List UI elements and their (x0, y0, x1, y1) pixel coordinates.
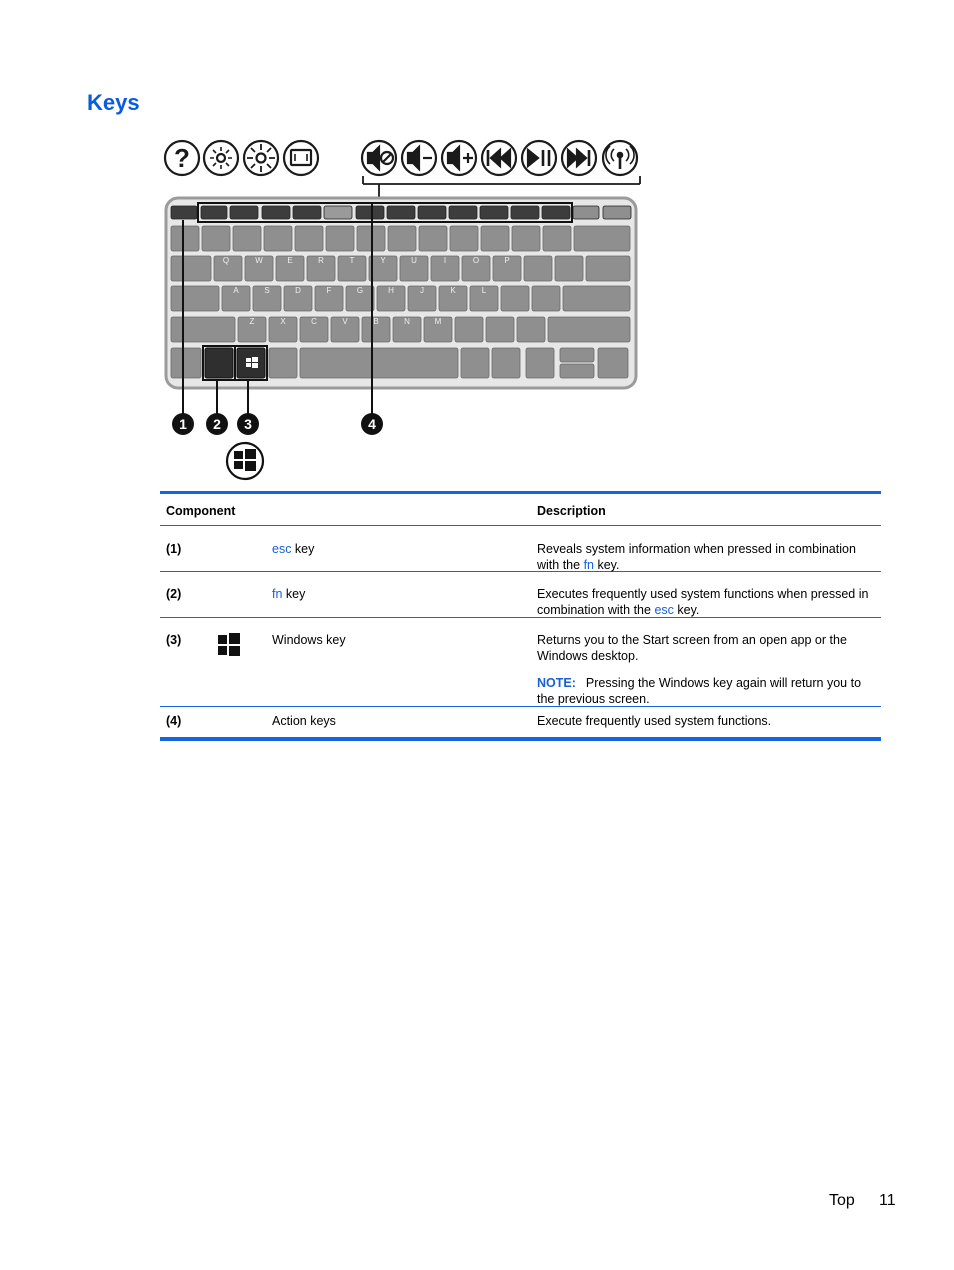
callout-1: 1 (179, 416, 187, 432)
svg-text:N: N (404, 317, 410, 326)
esc-key-name: esc (272, 542, 292, 556)
keyboard-body (166, 198, 636, 388)
svg-text:R: R (318, 256, 324, 265)
switch-display-icon (284, 141, 318, 175)
table-header (160, 494, 881, 526)
svg-text:A: A (233, 286, 239, 295)
mute-icon (362, 141, 396, 175)
components-table (160, 491, 881, 741)
footer-page-number: 11 (879, 1192, 896, 1209)
svg-text:Q: Q (222, 256, 230, 265)
windows-logo-icon (217, 632, 241, 656)
svg-text:E: E (287, 256, 293, 265)
note: NOTE: Pressing the Windows key again will return you to the previous screen. (537, 676, 862, 706)
callout-2: 2 (213, 416, 221, 432)
svg-text:S: S (264, 286, 270, 295)
fn-key-name: fn (272, 587, 283, 601)
brightness-up-icon (244, 141, 278, 175)
svg-text:K: K (450, 286, 456, 295)
page-title: Keys (87, 90, 140, 115)
table-row: (3) Windows key Returns you to the Start screen from an open app or the Windows desktop. NOTE: Pressing the Windows key again will return you to the previous screen. (160, 618, 881, 707)
keyboard-illustration (160, 134, 650, 484)
next-track-icon (562, 141, 596, 175)
svg-text:T: T (349, 256, 355, 265)
table-row: (2) fn key Executes frequently used system functions when pressed in combination with the esc key. (160, 572, 881, 618)
svg-text:L: L (481, 286, 487, 295)
table-row: (4) Action keys Execute frequently used system functions. (166, 714, 772, 728)
note-label: NOTE: (537, 676, 576, 690)
svg-text:U: U (411, 256, 417, 265)
svg-text:B: B (373, 317, 379, 326)
svg-text:H: H (388, 286, 394, 295)
svg-text:D: D (295, 286, 301, 295)
svg-text:Y: Y (380, 256, 386, 265)
footer-section: Top (829, 1192, 855, 1209)
svg-text:J: J (420, 286, 424, 295)
volume-up-icon (442, 141, 476, 175)
windows-key-icon (227, 443, 263, 479)
svg-text:M: M (434, 317, 442, 326)
svg-text:W: W (255, 256, 263, 265)
svg-text:F: F (326, 286, 332, 295)
svg-text:G: G (356, 286, 364, 295)
volume-down-icon (402, 141, 436, 175)
play-pause-icon (522, 141, 556, 175)
header-description: Description (537, 504, 606, 518)
callouts (172, 413, 383, 435)
wireless-icon (603, 141, 637, 175)
help-icon (165, 141, 199, 175)
svg-text:V: V (342, 317, 348, 326)
svg-text:C: C (311, 317, 317, 326)
svg-text:P: P (504, 256, 510, 265)
header-component: Component (166, 504, 236, 518)
callout-4: 4 (368, 416, 376, 432)
callout-3: 3 (244, 416, 252, 432)
svg-text:X: X (280, 317, 286, 326)
svg-text:Z: Z (249, 317, 255, 326)
svg-text:O: O (472, 256, 480, 265)
previous-track-icon (482, 141, 516, 175)
svg-text:?: ? (174, 143, 190, 173)
table-row: (1) esc key Reveals system information when pressed in combination with the fn key. (160, 526, 881, 572)
svg-text:I: I (443, 256, 447, 265)
brightness-down-icon (204, 141, 238, 175)
